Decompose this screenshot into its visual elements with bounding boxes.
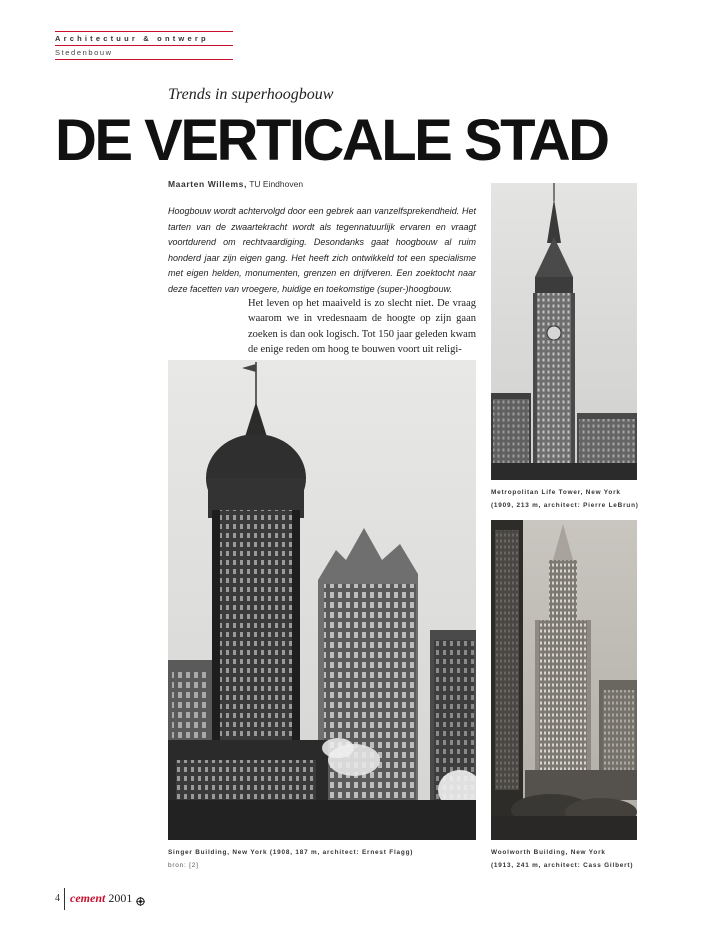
author-affiliation: TU Eindhoven	[249, 179, 304, 189]
magazine-logo-icon	[136, 893, 145, 902]
magazine-name: cement	[70, 891, 106, 905]
metropolitan-life-tower-photo	[491, 183, 637, 480]
section-rubric: Architectuur & ontwerp	[55, 34, 209, 43]
woolworth-caption-line2: (1913, 241 m, architect: Cass Gilbert)	[491, 862, 634, 869]
woolworth-building-photo	[491, 520, 637, 840]
singer-building-caption: Singer Building, New York (1908, 187 m, architect: Ernest Flagg)	[168, 849, 414, 856]
article-intro: Hoogbouw wordt achtervolgd door een gebrek aan vanzelfsprekendheid. Het tarten van de zwaartekracht wordt als tegennatuurlijk ervaren en vraagt voortdurend om rechtvaardiging. Desondanks gaat hoogbouw al ruim honderd jaar zijn eigen gang. Het heeft zich ontwikkeld tot een specialisme met eigen helden, monumenten, grenzen en drijfveren. Een zoektocht naar deze facetten van vroegere, huidige en toekomstige (super-)hoogbouw.	[168, 206, 476, 294]
metropolitan-caption-line2: (1909, 213 m, architect: Pierre LeBrun)	[491, 502, 639, 509]
singer-building-source: bron: [2]	[168, 862, 199, 869]
magazine-issue	[70, 891, 132, 906]
article-title: DE VERTICALE STAD	[55, 108, 608, 173]
author-name: Maarten Willems,	[168, 179, 247, 189]
byline	[168, 179, 303, 189]
header-rule-middle	[55, 45, 233, 46]
singer-building-photo	[168, 360, 476, 840]
article-kicker: Trends in superhoogbouw	[168, 86, 334, 103]
article-body	[248, 296, 476, 358]
body-paragraph: Het leven op het maaiveld is zo slecht niet. De vraag waarom we in vredesnaam de hoogte op zijn gaan zoeken is dan ook logisch. Tot 150 jaar geleden kwam de enige reden om hoog te bouwen voort uit religi-	[248, 298, 476, 356]
footer-divider	[64, 888, 65, 910]
woolworth-caption-line1: Woolworth Building, New York	[491, 849, 606, 856]
header-rule-top	[55, 31, 233, 32]
metropolitan-caption-line1: Metropolitan Life Tower, New York	[491, 489, 621, 496]
magazine-year: 2001	[108, 891, 133, 905]
header-rule-bottom	[55, 59, 233, 60]
page-number: 4	[55, 893, 60, 904]
section-subrubric: Stedenbouw	[55, 48, 113, 57]
